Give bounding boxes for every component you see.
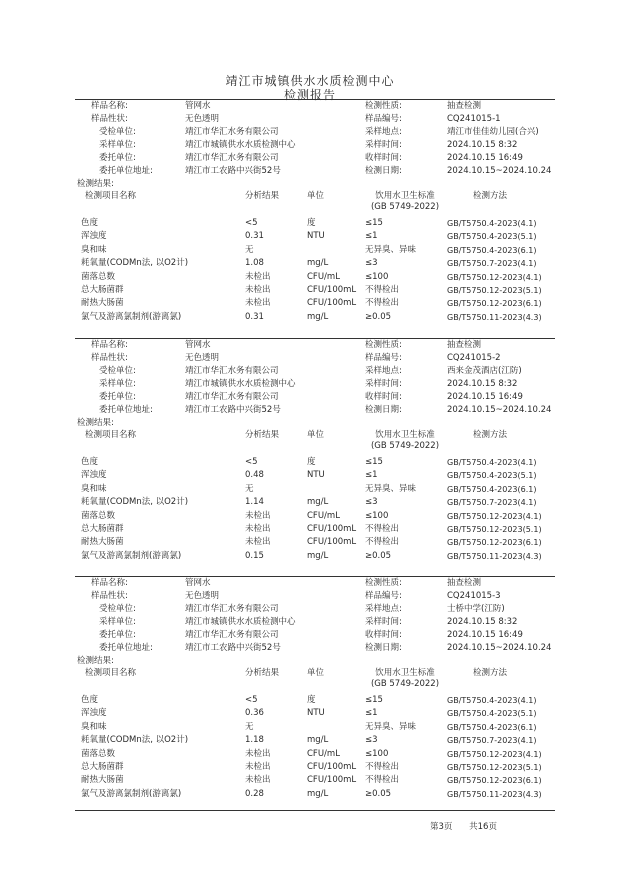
meta-row (75, 629, 555, 642)
unit-value: CFU/mL (307, 271, 340, 282)
unit-value: CFU/100mL (307, 285, 357, 295)
unit-value: 度 (307, 218, 316, 228)
result-value: 未检出 (245, 271, 271, 282)
method-value: GB/T5750.12-2023(4.1) (447, 272, 542, 282)
meta-row (75, 100, 555, 113)
table-row (75, 536, 555, 549)
unit-value: CFU/mL (307, 510, 340, 521)
unit-value: CFU/100mL (307, 775, 357, 786)
meta-label: 采样单位: (99, 140, 136, 150)
meta-label: 采样地点: (365, 366, 402, 376)
meta-value: 靖江市华汇水务有限公司 (185, 153, 279, 163)
result-value: 1.08 (245, 258, 264, 269)
meta-value: 无色透明 (185, 353, 220, 363)
meta-label: 检测日期: (365, 405, 402, 415)
table-row (75, 230, 555, 243)
unit-value: 度 (307, 695, 316, 705)
item-name: 耐热大肠菌 (81, 775, 124, 786)
result-value: 无 (245, 721, 254, 732)
page-total: 共16页 (469, 822, 497, 832)
table-row (75, 694, 555, 707)
standard-value: 不得检出 (365, 762, 400, 772)
standard-value: ≤15 (365, 218, 383, 228)
results-label: 检测结果: (77, 418, 114, 428)
item-name: 浑浊度 (81, 470, 107, 481)
meta-label: 样品名称: (91, 578, 128, 588)
meta-row (75, 126, 555, 139)
unit-value: NTU (307, 231, 325, 242)
meta-row (75, 603, 555, 616)
meta-label: 样品名称: (91, 101, 128, 111)
report-subtitle: 检测报告 (283, 88, 336, 102)
unit-value: CFU/100mL (307, 524, 357, 534)
meta-label: 检测日期: (365, 166, 402, 176)
meta-value: 靖江市工农路中兴街52号 (185, 643, 281, 653)
method-value: GB/T5750.7-2023(4.1) (447, 736, 537, 746)
table-row (75, 311, 555, 324)
result-value: 未检出 (245, 775, 271, 786)
col-method-header: 检测方法 (473, 668, 508, 678)
item-name: 氯气及游离氯制剂(游离氯) (81, 550, 182, 561)
meta-label: 采样单位: (99, 379, 136, 389)
result-value: 无 (245, 244, 254, 255)
meta-label: 采样时间: (365, 140, 402, 150)
method-value: GB/T5750.4-2023(6.1) (447, 245, 537, 255)
report-title: 靖江市城镇供水水质检测中心 (225, 74, 395, 88)
col-method-header: 检测方法 (473, 430, 508, 440)
meta-row (75, 404, 555, 417)
meta-value: 管网水 (185, 101, 211, 111)
standard-value: ≥0.05 (365, 788, 392, 799)
meta-value: 靖江市城镇供水水质检测中心 (185, 379, 296, 389)
meta-value: 2024.10.15~2024.10.24 (447, 643, 552, 653)
result-value: <5 (245, 695, 258, 705)
method-value: GB/T5750.12-2023(6.1) (447, 299, 542, 309)
method-value: GB/T5750.12-2023(4.1) (447, 749, 542, 759)
meta-row (75, 616, 555, 629)
meta-label: 受检单位: (99, 366, 136, 376)
meta-value: 2024.10.15 16:49 (447, 630, 523, 640)
item-name: 臭和味 (81, 721, 107, 732)
meta-label: 采样地点: (365, 127, 402, 137)
meta-value: 2024.10.15~2024.10.24 (447, 166, 552, 176)
item-name: 耐热大肠菌 (81, 537, 124, 548)
table-row (75, 774, 555, 787)
meta-row (75, 378, 555, 391)
meta-label: 收样时间: (365, 392, 402, 402)
meta-row (75, 139, 555, 152)
method-value: GB/T5750.4-2023(6.1) (447, 484, 537, 494)
method-value: GB/T5750.7-2023(4.1) (447, 259, 537, 269)
meta-value: 抽查检测 (447, 578, 482, 588)
col-std-header: 饮用水卫生标准 (375, 430, 435, 440)
meta-label: 样品编号: (365, 591, 402, 601)
standard-value: 无异臭、异味 (365, 244, 417, 255)
meta-value: CQ241015-1 (447, 114, 501, 124)
meta-label: 委托单位: (99, 392, 136, 402)
standard-value: 不得检出 (365, 298, 400, 309)
item-name: 色度 (81, 695, 99, 705)
method-value: GB/T5750.4-2023(5.1) (447, 709, 537, 719)
unit-value: mg/L (307, 497, 329, 508)
unit-value: mg/L (307, 311, 329, 322)
standard-value: ≤1 (365, 470, 378, 481)
result-value: 0.15 (245, 550, 264, 561)
results-label: 检测结果: (77, 179, 114, 189)
meta-label: 委托单位: (99, 630, 136, 640)
standard-value: ≤3 (365, 258, 378, 269)
standard-value: ≤15 (365, 695, 383, 705)
result-value: 0.28 (245, 788, 264, 799)
meta-value: 靖江市华汇水务有限公司 (185, 604, 279, 614)
meta-value: 2024.10.15 16:49 (447, 392, 523, 402)
unit-value: mg/L (307, 550, 329, 561)
meta-label: 收样时间: (365, 153, 402, 163)
col-result-header: 分析结果 (245, 430, 280, 440)
table-row (75, 297, 555, 310)
meta-value: 抽查检测 (447, 340, 482, 350)
meta-value: 无色透明 (185, 114, 220, 124)
standard-value: ≤100 (365, 748, 389, 759)
meta-value: 抽查检测 (447, 101, 482, 111)
standard-value: 不得检出 (365, 775, 400, 786)
result-value: 未检出 (245, 748, 271, 759)
meta-label: 检测性质: (365, 340, 402, 350)
meta-value: CQ241015-2 (447, 353, 501, 363)
meta-value: 西来金茂酒店(江防) (447, 366, 522, 376)
result-value: <5 (245, 457, 258, 467)
result-value: 未检出 (245, 762, 271, 772)
table-row (75, 217, 555, 230)
meta-value: 靖江市城镇供水水质检测中心 (185, 140, 296, 150)
item-name: 耐热大肠菌 (81, 298, 124, 309)
table-row (75, 496, 555, 509)
sample-block (75, 100, 555, 340)
page-footer (430, 820, 511, 832)
item-name: 总大肠菌群 (81, 762, 124, 772)
result-value: 未检出 (245, 285, 271, 295)
table-row (75, 271, 555, 284)
table-row (75, 523, 555, 536)
method-value: GB/T5750.7-2023(4.1) (447, 498, 537, 508)
meta-value: 管网水 (185, 578, 211, 588)
method-value: GB/T5750.11-2023(4.3) (447, 551, 542, 561)
section-bottom-rule (75, 810, 555, 811)
meta-value: 靖江市城镇供水水质检测中心 (185, 617, 296, 627)
meta-label: 检测性质: (365, 101, 402, 111)
col-unit-header: 单位 (307, 430, 325, 440)
table-row (75, 510, 555, 523)
unit-value: NTU (307, 470, 325, 481)
unit-value: CFU/100mL (307, 537, 357, 548)
meta-value: 2024.10.15 8:32 (447, 379, 518, 389)
table-row (75, 483, 555, 496)
method-value: GB/T5750.4-2023(4.1) (447, 458, 537, 467)
result-value: <5 (245, 218, 258, 228)
meta-value: 靖江市工农路中兴街52号 (185, 166, 281, 176)
unit-value: CFU/100mL (307, 762, 357, 772)
col-item-header: 检测项目名称 (85, 191, 137, 201)
item-name: 浑浊度 (81, 231, 107, 242)
meta-label: 收样时间: (365, 630, 402, 640)
standard-value: ≤100 (365, 510, 389, 521)
standard-value: ≤3 (365, 735, 378, 746)
result-value: 无 (245, 483, 254, 494)
item-name: 氯气及游离氯制剂(游离氯) (81, 788, 182, 799)
unit-value: mg/L (307, 788, 329, 799)
method-value: GB/T5750.12-2023(4.1) (447, 511, 542, 521)
meta-value: 无色透明 (185, 591, 220, 601)
result-value: 未检出 (245, 524, 271, 534)
result-value: 未检出 (245, 537, 271, 548)
col-unit-header: 单位 (307, 191, 325, 201)
method-value: GB/T5750.12-2023(6.1) (447, 538, 542, 548)
standard-value: ≤3 (365, 497, 378, 508)
table-row (75, 788, 555, 801)
method-value: GB/T5750.12-2023(5.1) (447, 286, 542, 295)
meta-value: 2024.10.15~2024.10.24 (447, 405, 552, 415)
result-value: 0.48 (245, 470, 264, 481)
meta-label: 委托单位: (99, 153, 136, 163)
meta-label: 样品性状: (91, 114, 128, 124)
meta-row (75, 577, 555, 590)
table-row (75, 748, 555, 761)
meta-value: 管网水 (185, 340, 211, 350)
method-value: GB/T5750.4-2023(5.1) (447, 232, 537, 242)
meta-row (75, 642, 555, 655)
meta-label: 样品性状: (91, 591, 128, 601)
col-method-header: 检测方法 (473, 191, 508, 201)
table-row (75, 707, 555, 720)
standard-value: 不得检出 (365, 285, 400, 295)
standard-value: ≥0.05 (365, 311, 392, 322)
col-unit-header: 单位 (307, 668, 325, 678)
meta-label: 委托单位地址: (99, 166, 153, 176)
meta-row (75, 365, 555, 378)
table-header-row (75, 190, 555, 214)
item-name: 耗氧量(CODMn法, 以O2计) (81, 258, 189, 269)
item-name: 菌落总数 (81, 748, 116, 759)
meta-value: 靖江市华汇水务有限公司 (185, 366, 279, 376)
table-header-row (75, 429, 555, 453)
sample-block (75, 577, 555, 817)
item-name: 总大肠菌群 (81, 285, 124, 295)
meta-label: 采样单位: (99, 617, 136, 627)
meta-label: 受检单位: (99, 127, 136, 137)
unit-value: mg/L (307, 258, 329, 269)
result-value: 未检出 (245, 510, 271, 521)
meta-value: 靖江市华汇水务有限公司 (185, 392, 279, 402)
col-std-header: 饮用水卫生标准 (375, 668, 435, 678)
method-value: GB/T5750.11-2023(4.3) (447, 789, 542, 799)
col-std-header: 饮用水卫生标准 (375, 191, 435, 201)
method-value: GB/T5750.12-2023(5.1) (447, 525, 542, 534)
meta-label: 样品名称: (91, 340, 128, 350)
standard-value: ≤1 (365, 708, 378, 719)
unit-value: CFU/100mL (307, 298, 357, 309)
table-row (75, 244, 555, 257)
meta-label: 样品编号: (365, 114, 402, 124)
meta-value: 靖江市华汇水务有限公司 (185, 127, 279, 137)
col-std-subheader: (GB 5749-2022) (370, 202, 440, 212)
item-name: 臭和味 (81, 244, 107, 255)
result-value: 0.31 (245, 231, 264, 242)
item-name: 臭和味 (81, 483, 107, 494)
col-item-header: 检测项目名称 (85, 430, 137, 440)
item-name: 菌落总数 (81, 271, 116, 282)
item-name: 耗氧量(CODMn法, 以O2计) (81, 497, 189, 508)
item-name: 耗氧量(CODMn法, 以O2计) (81, 735, 189, 746)
meta-label: 受检单位: (99, 604, 136, 614)
meta-row (75, 339, 555, 352)
result-value: 1.14 (245, 497, 264, 508)
unit-value: mg/L (307, 735, 329, 746)
result-value: 未检出 (245, 298, 271, 309)
meta-label: 检测日期: (365, 643, 402, 653)
standard-value: 无异臭、异味 (365, 483, 417, 494)
result-value: 0.31 (245, 311, 264, 322)
method-value: GB/T5750.11-2023(4.3) (447, 312, 542, 322)
item-name: 色度 (81, 218, 99, 228)
meta-value: 2024.10.15 8:32 (447, 617, 518, 627)
table-row (75, 734, 555, 747)
result-value: 0.36 (245, 708, 264, 719)
meta-label: 采样地点: (365, 604, 402, 614)
meta-value: 靖江市华汇水务有限公司 (185, 630, 279, 640)
table-row (75, 761, 555, 774)
col-std-subheader: (GB 5749-2022) (370, 679, 440, 689)
item-name: 氯气及游离氯制剂(游离氯) (81, 311, 182, 322)
item-name: 浑浊度 (81, 708, 107, 719)
page-number: 第3页 (430, 822, 453, 832)
item-name: 菌落总数 (81, 510, 116, 521)
meta-label: 委托单位地址: (99, 643, 153, 653)
meta-row (75, 165, 555, 178)
meta-row (75, 152, 555, 165)
results-label: 检测结果: (77, 656, 114, 666)
col-result-header: 分析结果 (245, 191, 280, 201)
standard-value: 不得检出 (365, 524, 400, 534)
meta-value: 靖江市工农路中兴街52号 (185, 405, 281, 415)
meta-label: 样品编号: (365, 353, 402, 363)
standard-value: 不得检出 (365, 537, 400, 548)
meta-label: 样品性状: (91, 353, 128, 363)
table-row (75, 456, 555, 469)
sample-block (75, 339, 555, 579)
table-row (75, 284, 555, 297)
standard-value: ≥0.05 (365, 550, 392, 561)
unit-value: 度 (307, 457, 316, 467)
col-result-header: 分析结果 (245, 668, 280, 678)
unit-value: CFU/mL (307, 748, 340, 759)
table-header-row (75, 667, 555, 691)
method-value: GB/T5750.4-2023(4.1) (447, 219, 537, 228)
method-value: GB/T5750.12-2023(6.1) (447, 776, 542, 786)
meta-label: 检测性质: (365, 578, 402, 588)
meta-row (75, 391, 555, 404)
col-item-header: 检测项目名称 (85, 668, 137, 678)
table-row (75, 550, 555, 563)
method-value: GB/T5750.4-2023(4.1) (447, 696, 537, 705)
table-row (75, 721, 555, 734)
method-value: GB/T5750.4-2023(6.1) (447, 722, 537, 732)
unit-value: NTU (307, 708, 325, 719)
meta-row (75, 352, 555, 365)
item-name: 总大肠菌群 (81, 524, 124, 534)
standard-value: ≤1 (365, 231, 378, 242)
table-row (75, 257, 555, 270)
meta-value: 2024.10.15 16:49 (447, 153, 523, 163)
meta-value: 士桥中学(江防) (447, 604, 505, 614)
method-value: GB/T5750.4-2023(5.1) (447, 471, 537, 481)
item-name: 色度 (81, 457, 99, 467)
meta-row (75, 590, 555, 603)
meta-value: 靖江市佳佳幼儿园(合兴) (447, 127, 539, 137)
standard-value: 无异臭、异味 (365, 721, 417, 732)
col-std-subheader: (GB 5749-2022) (370, 441, 440, 451)
meta-value: 2024.10.15 8:32 (447, 140, 518, 150)
standard-value: ≤100 (365, 271, 389, 282)
meta-label: 采样时间: (365, 379, 402, 389)
result-value: 1.18 (245, 735, 264, 746)
table-row (75, 469, 555, 482)
meta-row (75, 113, 555, 126)
method-value: GB/T5750.12-2023(5.1) (447, 763, 542, 772)
meta-label: 采样时间: (365, 617, 402, 627)
meta-label: 委托单位地址: (99, 405, 153, 415)
standard-value: ≤15 (365, 457, 383, 467)
meta-value: CQ241015-3 (447, 591, 501, 601)
